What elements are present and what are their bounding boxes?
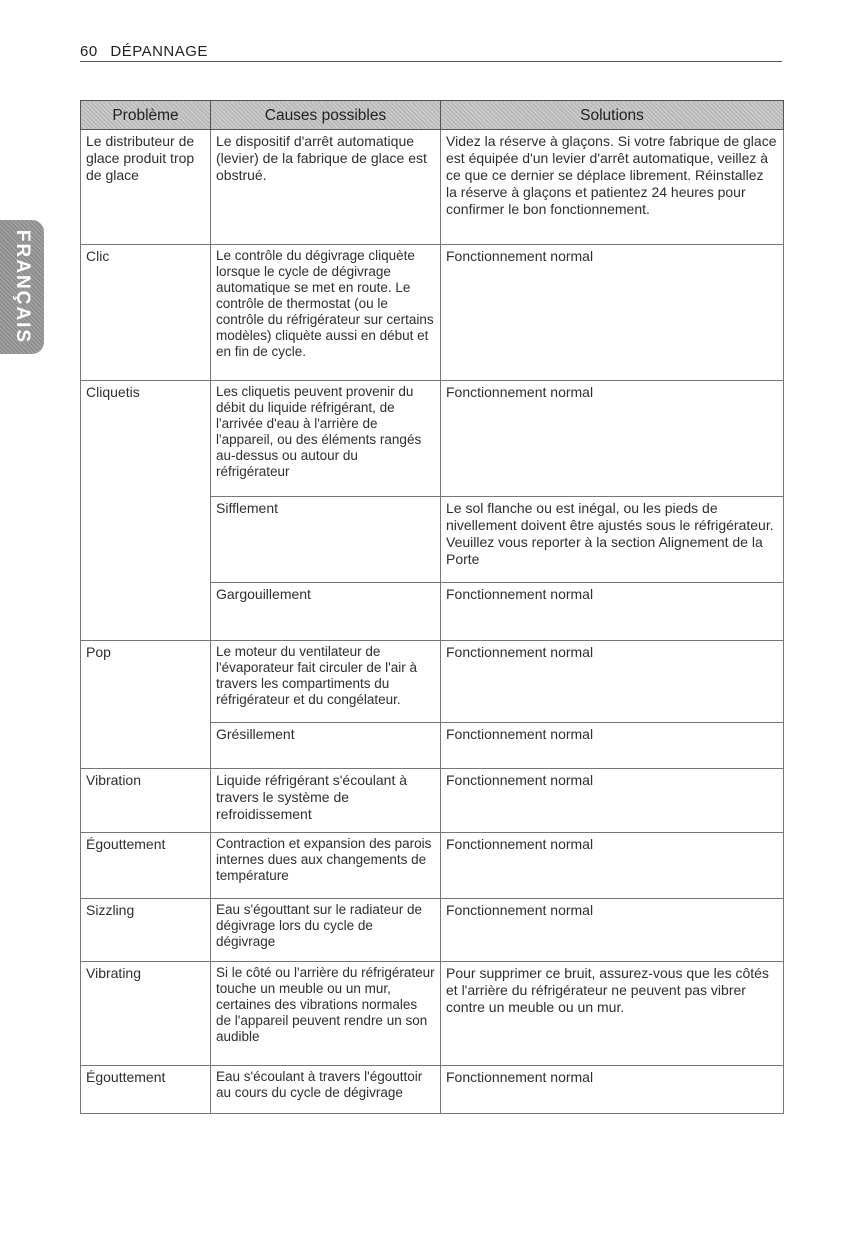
- cause-cell: Liquide réfrigérant s'écoulant à travers le système de refroidissement: [211, 769, 441, 833]
- section-title: DÉPANNAGE: [110, 43, 208, 60]
- solution-cell: Fonctionnement normal: [441, 723, 784, 769]
- cause-cell: Si le côté ou l'arrière du réfrigérateur touche un meuble ou un mur, certaines des vibrations normales de l'appareil peuvent rendre un son audible: [211, 962, 441, 1066]
- table-row: [81, 641, 784, 723]
- solution-cell: Fonctionnement normal: [441, 833, 784, 899]
- cause-cell: Contraction et expansion des parois internes dues aux changements de température: [211, 833, 441, 899]
- cause-cell: Le contrôle du dégivrage cliquète lorsque le cycle de dégivrage automatique se met en route. Le contrôle de thermostat (ou le contrôle du réfrigérateur sur certains modèles) cliquète aussi en début et en fin de cycle.: [211, 245, 441, 381]
- header-probleme: Problème: [81, 101, 211, 130]
- cause-cell: Le dispositif d'arrêt automatique (levier) de la fabrique de glace est obstrué.: [211, 130, 441, 245]
- cause-cell: Eau s'écoulant à travers l'égouttoir au cours du cycle de dégivrage: [211, 1066, 441, 1114]
- table-row: [81, 899, 784, 962]
- table-row: [81, 769, 784, 833]
- solution-cell: Fonctionnement normal: [441, 899, 784, 962]
- problem-cell: Pop: [81, 641, 211, 769]
- problem-cell: Vibration: [81, 769, 211, 833]
- solution-cell: Le sol flanche ou est inégal, ou les pieds de nivellement doivent être ajustés sous le réfrigérateur. Veuillez vous reporter à la section Alignement de la Porte: [441, 497, 784, 583]
- table-row: [81, 130, 784, 245]
- table-row: [81, 245, 784, 381]
- problem-cell: Vibrating: [81, 962, 211, 1066]
- side-tab-label: FRANÇAIS: [12, 229, 33, 345]
- problem-cell: Sizzling: [81, 899, 211, 962]
- cause-cell: Le moteur du ventilateur de l'évaporateur fait circuler de l'air à travers les compartiments du réfrigérateur et du congélateur.: [211, 641, 441, 723]
- solution-cell: Fonctionnement normal: [441, 245, 784, 381]
- header-solutions: Solutions: [441, 101, 784, 130]
- solution-cell: Pour supprimer ce bruit, assurez-vous que les côtés et l'arrière du réfrigérateur ne peuvent pas vibrer contre un meuble ou un mur.: [441, 962, 784, 1066]
- header-rule: [80, 61, 782, 62]
- problem-cell: Égouttement: [81, 1066, 211, 1114]
- solution-cell: Fonctionnement normal: [441, 1066, 784, 1114]
- cause-cell: Gargouillement: [211, 583, 441, 641]
- solution-cell: Fonctionnement normal: [441, 641, 784, 723]
- cause-cell: Sifflement: [211, 497, 441, 583]
- table-row: [81, 381, 784, 497]
- table-header-row: [81, 101, 784, 130]
- cause-cell: Les cliquetis peuvent provenir du débit du liquide réfrigérant, de l'arrivée d'eau à l'arrière de l'appareil, ou des éléments rangés au-dessus ou autour du réfrigérateur: [211, 381, 441, 497]
- table-row: [81, 1066, 784, 1114]
- solution-cell: Fonctionnement normal: [441, 381, 784, 497]
- solution-cell: Fonctionnement normal: [441, 769, 784, 833]
- cause-cell: Eau s'égouttant sur le radiateur de dégivrage lors du cycle de dégivrage: [211, 899, 441, 962]
- table-row: [81, 962, 784, 1066]
- problem-cell: Le distributeur de glace produit trop de glace: [81, 130, 211, 245]
- page-number: 60: [80, 43, 98, 60]
- problem-cell: Clic: [81, 245, 211, 381]
- cause-cell: Grésillement: [211, 723, 441, 769]
- problem-cell: Égouttement: [81, 833, 211, 899]
- header-causes-possibles: Causes possibles: [211, 101, 441, 130]
- problem-cell: Cliquetis: [81, 381, 211, 641]
- page-header: [80, 43, 782, 60]
- troubleshooting-table: [80, 100, 784, 1114]
- solution-cell: Videz la réserve à glaçons. Si votre fabrique de glace est équipée d'un levier d'arrêt automatique, veillez à ce que ce dernier se déplace librement. Réinstallez la réserve à glaçons et patientez 24 heures pour confirmer le bon fonctionnement.: [441, 130, 784, 245]
- table-row: [81, 833, 784, 899]
- language-side-tab: [0, 220, 44, 354]
- solution-cell: Fonctionnement normal: [441, 583, 784, 641]
